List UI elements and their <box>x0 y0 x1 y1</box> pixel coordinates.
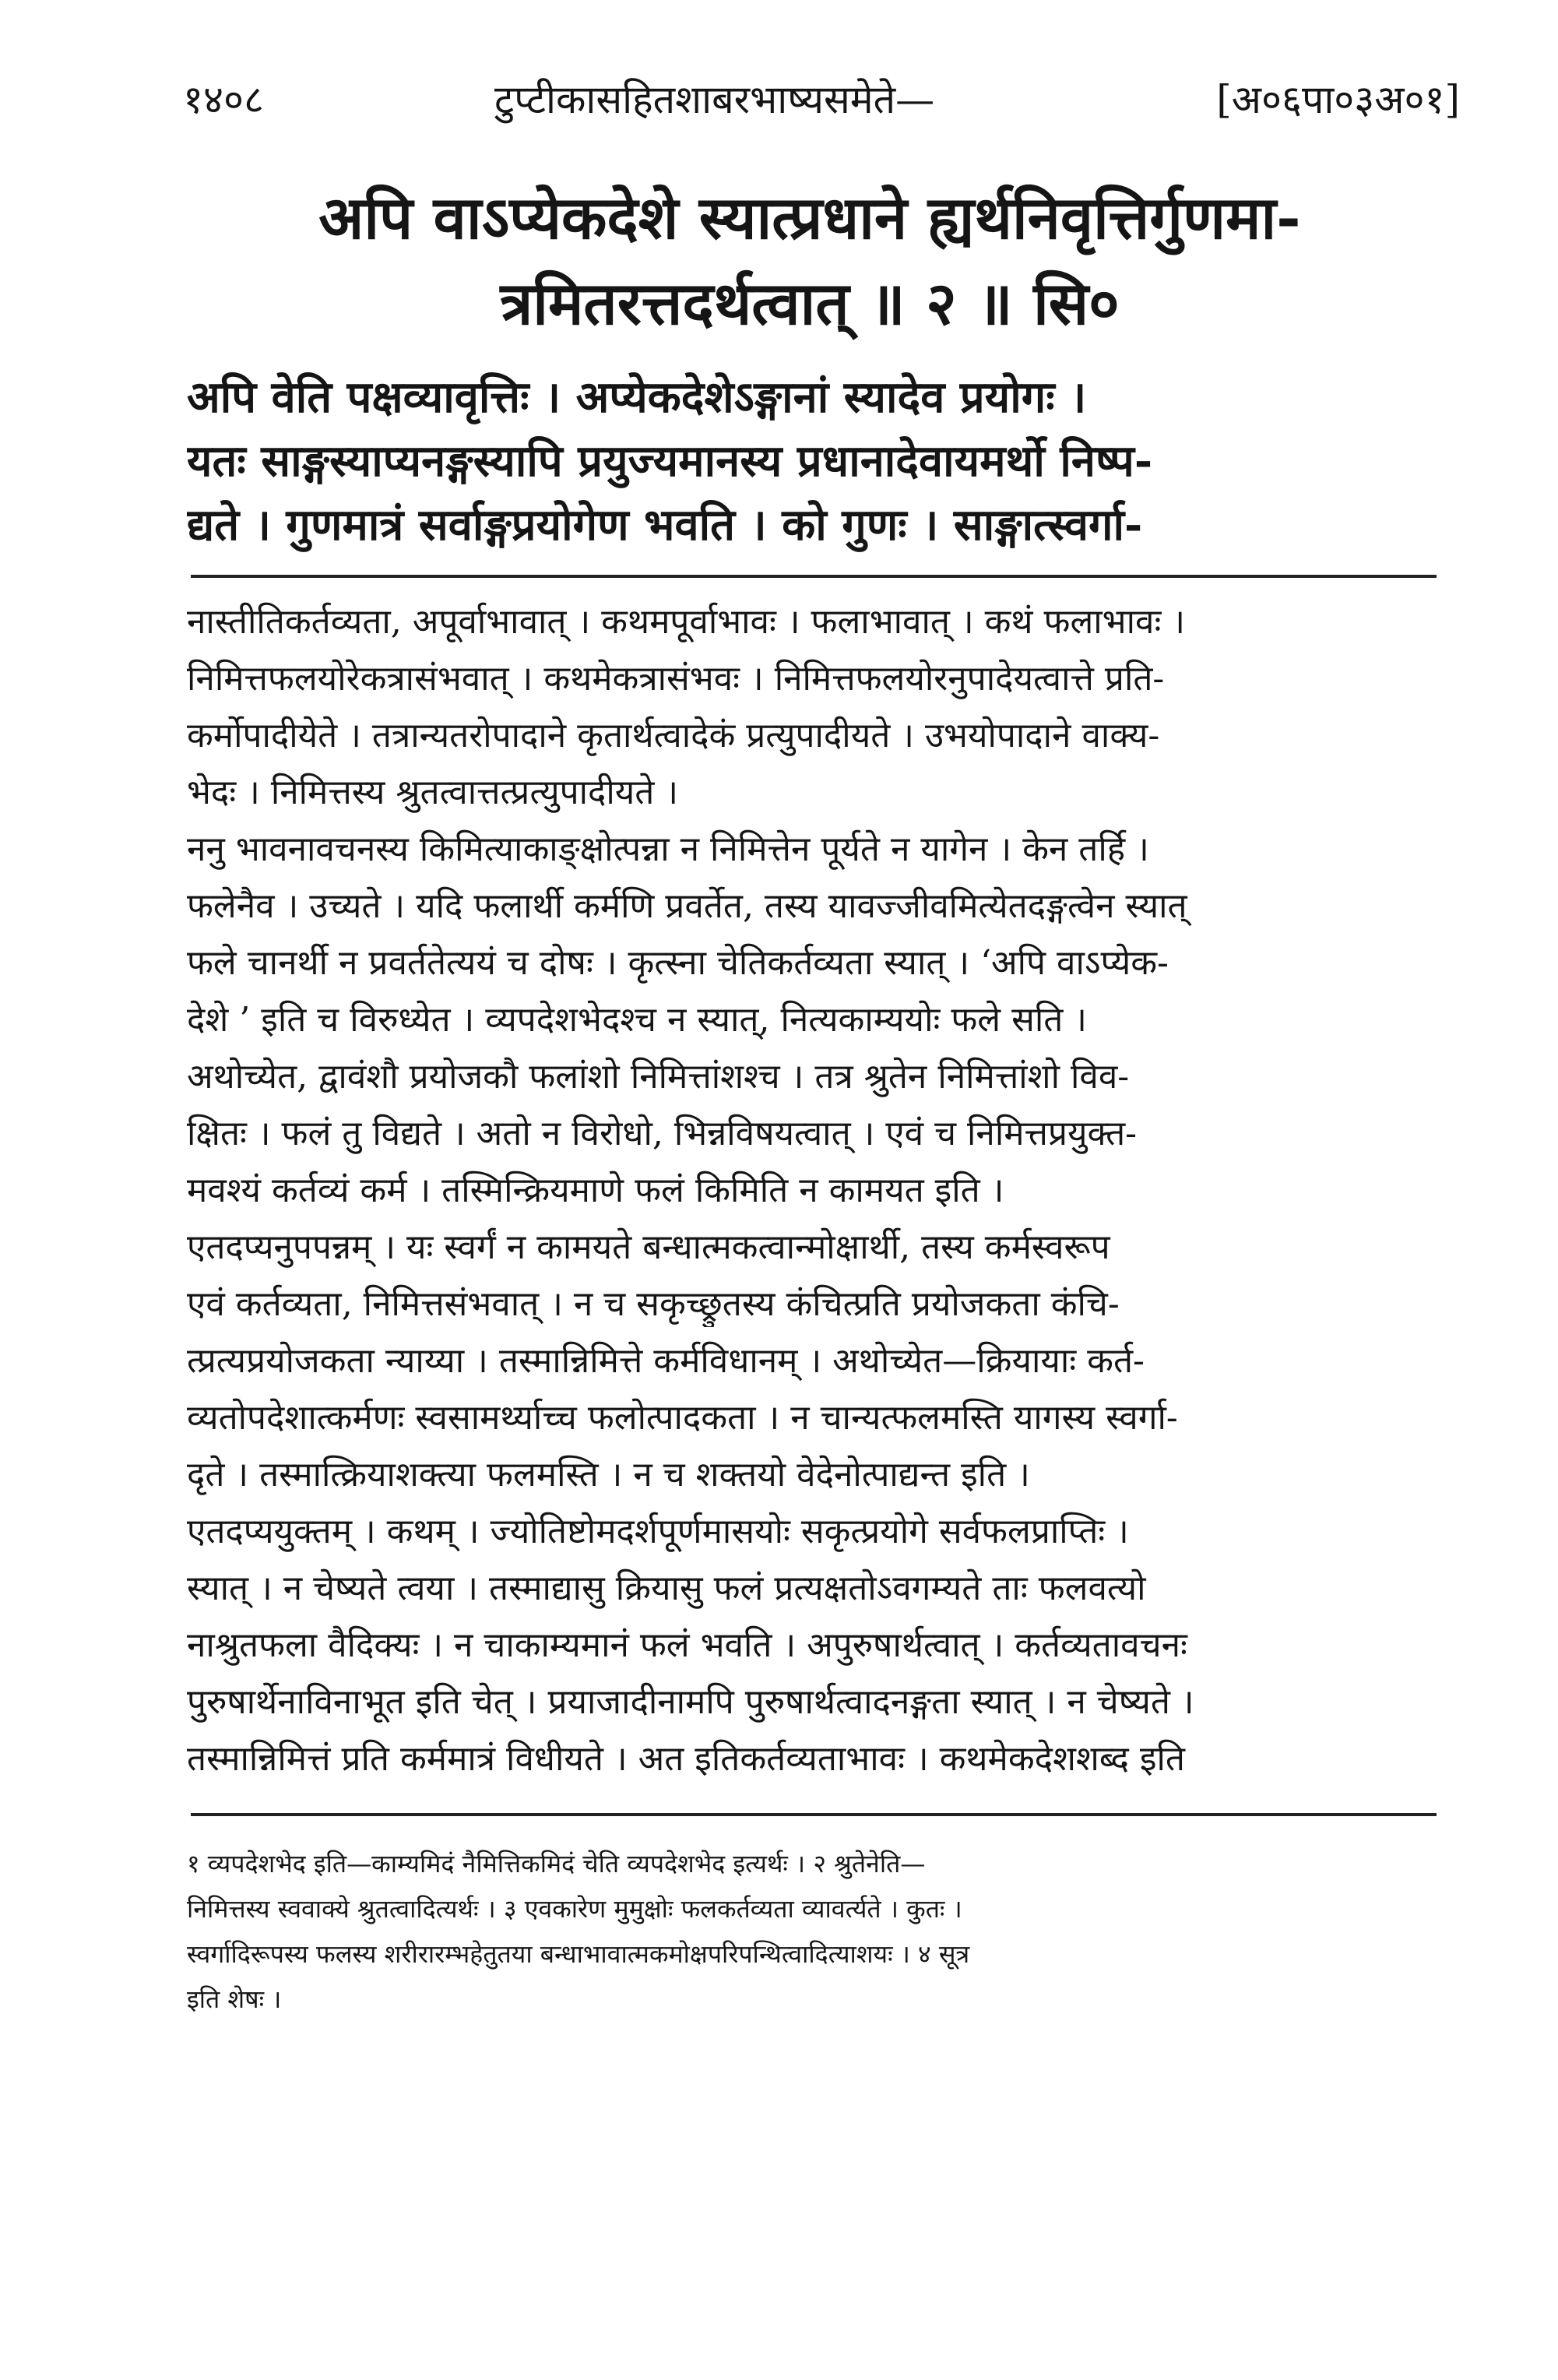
tika-line-7: फले चानर्थी न प्रवर्ततेत्ययं च दोषः । कृत्स्ना चेतिकर्तव्यता स्यात् । ‘अपि वाऽप्येक- <box>187 943 1169 983</box>
tika-line-15: व्यतोपदेशात्कर्मणः स्वसामर्थ्याच्च फलोत्पादकता । न चान्यत्फलमस्ति यागस्य स्वर्गा- <box>187 1398 1178 1438</box>
footnote-line-3: स्वर्गादिरूपस्य फलस्य शरीरारम्भहेतुतया बन्धाभावात्मकमोक्षपरिपन्थित्वादित्याशयः । ४ सूत्र <box>187 1939 970 1969</box>
bhashya-line-2: यतः साङ्गस्याप्यनङ्गस्यापि प्रयुज्यमानस्य प्रधानादेवायमर्थो निष्प- <box>187 435 1153 487</box>
tika-line-11: मवश्यं कर्तव्यं कर्म । तस्मिन्क्रियमाणे फलं किमिति न कामयत इति । <box>187 1171 1004 1210</box>
page-number: १४०८ <box>183 77 264 122</box>
tika-line-18: स्यात् । न चेष्यते त्वया । तस्माद्यासु क्रियासु फलं प्रत्यक्षतोऽवगम्यते ताः फलवत्यो <box>187 1568 1146 1608</box>
page-header <box>183 72 1460 134</box>
tika-line-6: फलेनैव । उच्यते । यदि फलार्थी कर्मणि प्रवर्तेत, तस्य यावज्जीवमित्येतदङ्गत्वेन स्यात् <box>187 886 1187 926</box>
tika-line-14: त्प्रत्यप्रयोजकता न्याय्या । तस्मान्निमित्ते कर्मविधानम् । अथोच्येत—क्रियायाः कर्त- <box>187 1341 1145 1381</box>
tika-line-13: एवं कर्तव्यता, निमित्तसंभवात् । न च सकृच्छ्रुतस्य कंचित्प्रति प्रयोजकता कंचि- <box>187 1284 1120 1324</box>
tika-line-4: भेदः । निमित्तस्य श्रुतत्वात्तत्प्रत्युपादीयते । <box>187 773 679 812</box>
sutra-line-2: त्रमितरत्तदर्थत्वात् ॥ २ ॥ सि० <box>500 269 1120 338</box>
tika-line-3: कर्मोपादीयेते । तत्रान्यतरोपादाने कृतार्थत्वादेकं प्रत्युपादीयते । उभयोपादाने वाक्य- <box>187 716 1160 755</box>
tika-line-10: क्षितः । फलं तु विद्यते । अतो न विरोधो, भिन्नविषयत्वात् । एवं च निमित्तप्रयुक्त- <box>187 1114 1138 1153</box>
bhashya-line-1: अपि वेति पक्षव्यावृत्तिः । अप्येकदेशेऽङ्गानां स्यादेव प्रयोगः । <box>187 371 1087 423</box>
tika-line-5: ननु भावनावचनस्य किमित्याकाङ्क्षोत्पन्ना न निमित्तेन पूर्यते न यागेन । केन तर्हि । <box>187 829 1149 869</box>
footnote-line-1: १ व्यपदेशभेद इति—काम्यमिदं नैमित्तिकमिदं चेति व्यपदेशभेद इत्यर्थः । २ श्रुतेनेति— <box>187 1849 926 1878</box>
divider-rule-top <box>191 575 1437 578</box>
tika-line-2: निमित्तफलयोरेकत्रासंभवात् । कथमेकत्रासंभवः । निमित्तफलयोरनुपादेयत्वात्ते प्रति- <box>187 659 1165 699</box>
tika-line-16: दृते । तस्मात्क्रियाशक्त्या फलमस्ति । न च शक्तयो वेदेनोत्पाद्यन्त इति । <box>187 1455 1030 1495</box>
tika-line-12: एतदप्यनुपपन्नम् । यः स्वर्गं न कामयते बन्धात्मकत्वान्मोक्षार्थी, तस्य कर्मस्वरूप <box>187 1227 1110 1267</box>
tika-line-17: एतदप्ययुक्तम् । कथम् । ज्योतिष्टोमदर्शपूर्णमासयोः सकृत्प्रयोगे सर्वफलप्राप्तिः । <box>187 1512 1129 1551</box>
bhashya-line-3: द्यते । गुणमात्रं सर्वाङ्गप्रयोगेण भवति । को गुणः । साङ्गात्स्वर्गा- <box>187 499 1143 551</box>
tika-line-1: नास्तीतिकर्तव्यता, अपूर्वाभावात् । कथमपूर्वाभावः । फलाभावात् । कथं फलाभावः । <box>187 602 1186 642</box>
sutra-line-1: अपि वाऽप्येकदेशे स्यात्प्रधाने ह्यर्थनिवृत्तिर्गुणमा- <box>318 183 1301 252</box>
tika-line-8: देशे ’ इति च विरुध्येत । व्यपदेशभेदश्च न स्यात्, नित्यकाम्ययोः फले सति । <box>187 1000 1087 1040</box>
footnote-line-4: इति शेषः । <box>187 1984 282 2014</box>
tika-line-9: अथोच्येत, द्वावंशौ प्रयोजकौ फलांशो निमित्तांशश्च । तत्र श्रुतेन निमित्तांशो विव- <box>187 1057 1130 1097</box>
tika-line-19: नाश्रुतफला वैदिक्यः । न चाकाम्यमानं फलं भवति । अपुरुषार्थत्वात् । कर्तव्यतावचनः <box>187 1625 1187 1665</box>
tika-line-21: तस्मान्निमित्तं प्रति कर्ममात्रं विधीयते । अत इतिकर्तव्यताभावः । कथमेकदेशशब्द इति <box>187 1739 1185 1779</box>
footnote-line-2: निमित्तस्य स्ववाक्ये श्रुतत्वादित्यर्थः । ३ एवकारेण मुमुक्षोः फलकर्तव्यता व्यावर्त्यते । कुतः । <box>187 1894 962 1924</box>
tika-line-20: पुरुषार्थेनाविनाभूत इति चेत् । प्रयाजादीनामपि पुरुषार्थत्वादनङ्गता स्यात् । न चेष्यते । <box>187 1682 1194 1722</box>
divider-rule-footnotes <box>191 1813 1437 1816</box>
running-title: टुप्टीकासहितशाबरभाष्यसमेते— <box>494 77 935 122</box>
section-reference: [अ०६पा०३अ०१] <box>1216 77 1460 122</box>
